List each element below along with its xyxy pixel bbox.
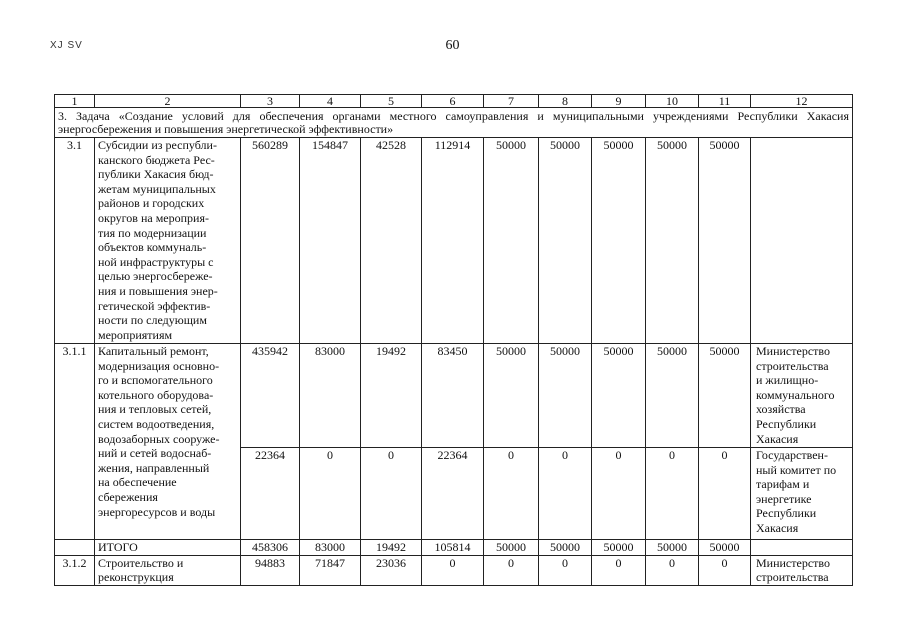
value-cell: 0: [592, 555, 646, 585]
table-row: [55, 555, 853, 585]
empty-cell: [55, 540, 95, 556]
table-row: [55, 344, 853, 448]
responsible-org: [751, 138, 853, 344]
table-row: [55, 138, 853, 344]
value-cell: 0: [539, 555, 592, 585]
value-cell: 50000: [539, 540, 592, 556]
value-cell: 0: [539, 448, 592, 540]
task-row: [55, 108, 853, 138]
value-cell: 112914: [422, 138, 484, 344]
row-description: Строительство и реконструкция: [95, 555, 241, 585]
page-number: 60: [445, 38, 460, 53]
value-cell: 50000: [699, 540, 751, 556]
header-cell: 3: [241, 95, 300, 108]
value-cell: 22364: [241, 448, 300, 540]
row-code: 3.1.2: [55, 555, 95, 585]
value-cell: 42528: [361, 138, 422, 344]
value-cell: 50000: [592, 540, 646, 556]
value-cell: 560289: [241, 138, 300, 344]
responsible-org: Министерство строительства и жилищно- коммунального хозяйства Республики Хакасия: [751, 344, 853, 448]
total-row: [55, 540, 853, 556]
header-cell: 8: [539, 95, 592, 108]
responsible-org: Министерство строительства: [751, 555, 853, 585]
value-cell: 105814: [422, 540, 484, 556]
row-description: Субсидии из республи- канского бюджета Рес- публики Хакасия бюд- жетам муниципальных районов и городских округов на мероприя- тия по модернизации объектов коммуналь- ной инфраструктуры с целью энергосбереже- ния и повышения энер- гетической эффектив- ности по следующим мероприятиям: [95, 138, 241, 344]
value-cell: 0: [361, 448, 422, 540]
row-code: 3.1.1: [55, 344, 95, 540]
value-cell: 50000: [699, 138, 751, 344]
value-cell: 94883: [241, 555, 300, 585]
value-cell: 0: [646, 448, 699, 540]
budget-table: [54, 94, 853, 586]
header-cell: 6: [422, 95, 484, 108]
corner-mark: XJ SV: [50, 40, 83, 51]
value-cell: 154847: [300, 138, 361, 344]
value-cell: 435942: [241, 344, 300, 448]
header-cell: 12: [751, 95, 853, 108]
value-cell: 50000: [592, 344, 646, 448]
header-cell: 4: [300, 95, 361, 108]
value-cell: 0: [484, 448, 539, 540]
value-cell: 0: [699, 555, 751, 585]
header-cell: 1: [55, 95, 95, 108]
value-cell: 50000: [646, 344, 699, 448]
value-cell: 50000: [646, 540, 699, 556]
value-cell: 19492: [361, 540, 422, 556]
value-cell: 0: [646, 555, 699, 585]
value-cell: 22364: [422, 448, 484, 540]
value-cell: 0: [484, 555, 539, 585]
header-cell: 7: [484, 95, 539, 108]
row-code: 3.1: [55, 138, 95, 344]
header-cell: 10: [646, 95, 699, 108]
row-description: Капитальный ремонт, модернизация основно- го и вспомогательного котельного оборудова- ния и тепловых сетей, систем водоотведения, водозаборных сооруже- ний и сетей водоснаб- жения, направленный на обеспечение сбережения энергоресурсов и воды: [95, 344, 241, 540]
total-label: ИТОГО: [95, 540, 241, 556]
task-title: 3. Задача «Создание условий для обеспечения органами местного самоуправления и муниципальными учреждениями Республики Хакасия энергосбережения и повышения энергетической эффективности»: [55, 108, 853, 138]
value-cell: 83000: [300, 344, 361, 448]
value-cell: 50000: [646, 138, 699, 344]
responsible-org: Государствен- ный комитет по тарифам и энергетике Республики Хакасия: [751, 448, 853, 540]
value-cell: 50000: [484, 344, 539, 448]
value-cell: 50000: [592, 138, 646, 344]
value-cell: 83000: [300, 540, 361, 556]
value-cell: 23036: [361, 555, 422, 585]
empty-cell: [751, 540, 853, 556]
value-cell: 50000: [539, 138, 592, 344]
header-cell: 5: [361, 95, 422, 108]
value-cell: 83450: [422, 344, 484, 448]
value-cell: 458306: [241, 540, 300, 556]
header-cell: 9: [592, 95, 646, 108]
value-cell: 19492: [361, 344, 422, 448]
value-cell: 0: [422, 555, 484, 585]
header-cell: 11: [699, 95, 751, 108]
value-cell: 50000: [699, 344, 751, 448]
value-cell: 50000: [484, 138, 539, 344]
value-cell: 0: [300, 448, 361, 540]
header-row: [55, 95, 853, 108]
value-cell: 0: [592, 448, 646, 540]
value-cell: 71847: [300, 555, 361, 585]
value-cell: 50000: [484, 540, 539, 556]
header-cell: 2: [95, 95, 241, 108]
value-cell: 0: [699, 448, 751, 540]
value-cell: 50000: [539, 344, 592, 448]
